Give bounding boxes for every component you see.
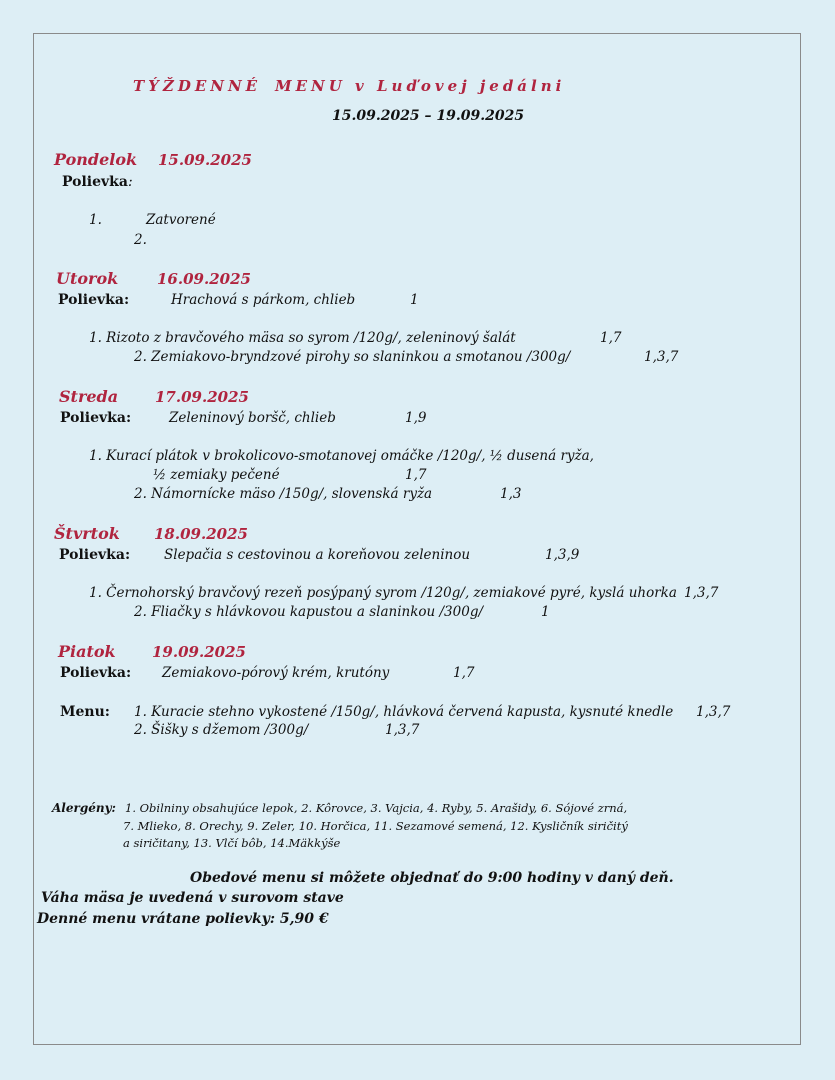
soup-label-thursday: Polievka:: [59, 547, 131, 563]
order-note: Obedové menu si môžete objednať do 9:00 hodiny v daný deň.: [190, 870, 674, 886]
item-text-wednesday-1b: ½ zemiaky pečené: [153, 467, 280, 483]
soup-text-thursday: Slepačia s cestovinou a koreňovou zeleninou: [164, 547, 471, 563]
item-allergens-thursday-1: 1,3,7: [684, 585, 719, 601]
item-text-friday-2: 2. Šišky s džemom /300g/: [134, 722, 309, 738]
item-allergens-thursday-2: 1: [541, 604, 550, 620]
item-num-monday-2: 2.: [134, 232, 147, 248]
item-allergens-wednesday-1: 1,7: [405, 467, 427, 483]
day-date-monday: 15.09.2025: [158, 151, 252, 169]
menu-label-friday: Menu:: [60, 704, 110, 720]
soup-label-monday: Polievka:: [62, 174, 133, 190]
soup-label-wednesday: Polievka:: [60, 410, 132, 426]
soup-text-wednesday: Zeleninový boršč, chlieb: [169, 410, 336, 426]
item-text-tuesday-1: 1. Rizoto z bravčového mäsa so syrom /120g/, zeleninový šalát: [89, 330, 516, 346]
allergens-label: Alergény:: [52, 801, 116, 815]
item-text-friday-1: 1. Kuracie stehno vykostené /150g/, hlávková červená kapusta, kysnuté knedle: [134, 704, 674, 720]
item-text-monday-1: Zatvorené: [146, 212, 216, 228]
day-name-monday: Pondelok: [54, 150, 138, 169]
item-allergens-wednesday-2: 1,3: [500, 486, 522, 502]
day-name-thursday: Štvrtok: [54, 524, 120, 543]
day-name-wednesday: Streda: [59, 387, 119, 406]
day-name-tuesday: Utorok: [56, 269, 119, 288]
item-allergens-tuesday-1: 1,7: [600, 330, 622, 346]
soup-allergens-tuesday: 1: [410, 292, 419, 308]
item-allergens-tuesday-2: 1,3,7: [644, 349, 679, 365]
item-text-wednesday-1: 1. Kurací plátok v brokolicovo-smotanovej omáčke /120g/, ½ dusená ryža,: [89, 448, 594, 464]
item-allergens-friday-2: 1,3,7: [385, 722, 420, 738]
soup-label-tuesday: Polievka:: [58, 292, 130, 308]
item-allergens-friday-1: 1,3,7: [696, 704, 731, 720]
day-date-thursday: 18.09.2025: [154, 525, 248, 543]
day-date-wednesday: 17.09.2025: [155, 388, 249, 406]
day-date-tuesday: 16.09.2025: [157, 270, 251, 288]
day-date-friday: 19.09.2025: [152, 643, 246, 661]
weight-note: Váha mäsa je uvedená v surovom stave: [41, 890, 344, 906]
allergens-line-1: 1. Obilniny obsahujúce lepok, 2. Kôrovce, 3. Vajcia, 4. Ryby, 5. Arašidy, 6. Sójové zrná,: [125, 801, 628, 815]
item-text-tuesday-2: 2. Zemiakovo-bryndzové pirohy so slaninkou a smotanou /300g/: [134, 349, 571, 365]
soup-text-tuesday: Hrachová s párkom, chlieb: [171, 292, 356, 308]
item-text-wednesday-2: 2. Námornícke mäso /150g/, slovenská ryža: [134, 486, 433, 502]
date-range: 15.09.2025 – 19.09.2025: [332, 108, 525, 124]
allergens-line-2: 7. Mlieko, 8. Orechy, 9. Zeler, 10. Horčica, 11. Sezamové semená, 12. Kysličník siričitý: [123, 819, 628, 833]
price-note: Denné menu vrátane polievky: 5,90 €: [37, 911, 329, 927]
title-left: TÝŽDENNÉ: [133, 77, 262, 95]
item-text-thursday-1: 1. Černohorský bravčový rezeň posýpaný syrom /120g/, zemiakové pyré, kyslá uhorka: [89, 585, 677, 601]
allergens-line-3: a siričitany, 13. Vlčí bôb, 14.Mäkkýše: [123, 836, 341, 850]
title-right: MENU v Luďovej jedálni: [275, 77, 566, 95]
item-text-thursday-2: 2. Fliačky s hlávkovou kapustou a slaninkou /300g/: [134, 604, 484, 620]
soup-allergens-thursday: 1,3,9: [545, 547, 580, 563]
soup-allergens-wednesday: 1,9: [405, 410, 427, 426]
soup-label-friday: Polievka:: [60, 665, 132, 681]
item-num-monday-1: 1.: [89, 212, 102, 228]
soup-text-friday: Zemiakovo-pórový krém, krutóny: [162, 665, 390, 681]
soup-allergens-friday: 1,7: [453, 665, 475, 681]
day-name-friday: Piatok: [58, 642, 116, 661]
